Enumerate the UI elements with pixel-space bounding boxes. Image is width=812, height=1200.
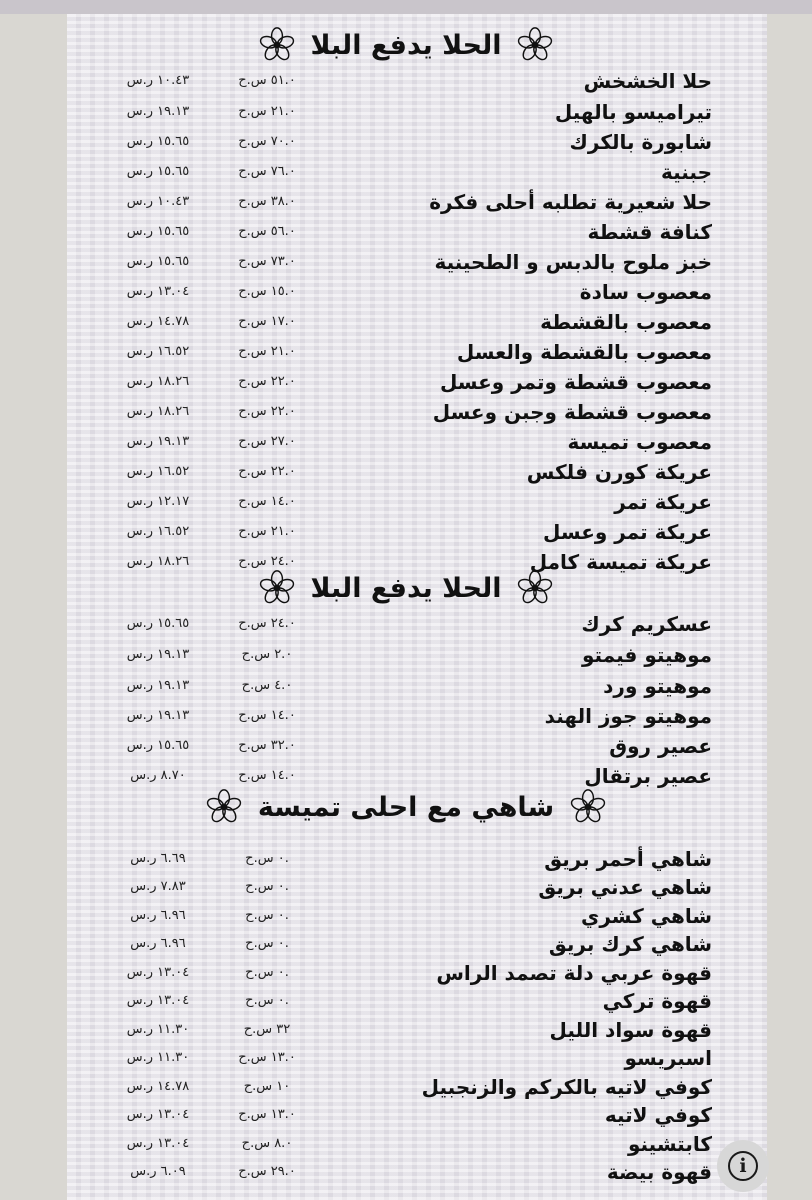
info-button[interactable] [717, 1140, 769, 1192]
item-price-alt: ٢٩.٠ س.ح [238, 1164, 296, 1179]
item-price-alt: .٠ س.ح [245, 908, 289, 923]
item-price-alt: ٢٢.٠ س.ح [238, 464, 296, 479]
item-price-alt: .٠ س.ح [245, 879, 289, 894]
item-name: قهوة عربي دلة تصمد الراس [436, 961, 712, 985]
item-price-alt: ٣٨.٠ س.ح [238, 194, 296, 209]
menu-row [0, 367, 812, 397]
item-price-alt: ٣٢ س.ح [243, 1022, 291, 1037]
item-price-sar: ٨.٧٠ ر.س [130, 768, 186, 783]
item-price-alt: ٧٠.٠ س.ح [238, 134, 296, 149]
item-name: عريكة كورن فلكس [526, 460, 712, 484]
item-price-alt: ٢٤.٠ س.ح [238, 554, 296, 569]
item-price-alt: ١٣.٠ س.ح [238, 1050, 296, 1065]
item-price-sar: ١٣.٠٤ ر.س [126, 965, 190, 980]
menu-row [0, 701, 812, 731]
menu-row [0, 187, 812, 217]
menu-row [0, 731, 812, 761]
item-price-sar: ١٣.٠٤ ر.س [126, 284, 190, 299]
item-name: قهوة سواد الليل [549, 1018, 712, 1042]
item-price-alt: ٢١.٠ س.ح [238, 104, 296, 119]
menu-row [0, 872, 812, 902]
item-name: عريكة تمر وعسل [543, 520, 712, 544]
item-price-sar: ١٨.٢٦ ر.س [126, 374, 190, 389]
item-name: شاهي كرك بريق [548, 932, 712, 956]
menu-row [0, 671, 812, 701]
menu-row [0, 247, 812, 277]
flower-icon [517, 570, 553, 606]
item-price-alt: ٢١.٠ س.ح [238, 524, 296, 539]
item-name: حلا الخشخش [583, 69, 712, 93]
item-price-alt: ٢٤.٠ س.ح [238, 616, 296, 631]
item-price-sar: ١٥.٦٥ ر.س [126, 134, 190, 149]
item-price-alt: ٢٢.٠ س.ح [238, 404, 296, 419]
flower-icon [517, 27, 553, 63]
item-price-alt: ٢٢.٠ س.ح [238, 374, 296, 389]
item-price-alt: ١٤.٠ س.ح [238, 768, 296, 783]
item-price-alt: ١٥.٠ س.ح [238, 284, 296, 299]
item-name: معصوب بالقشطة والعسل [456, 340, 712, 364]
item-name: موهيتو فيمتو [582, 643, 712, 667]
item-price-alt: .٠ س.ح [245, 851, 289, 866]
item-price-sar: ١٥.٦٥ ر.س [126, 224, 190, 239]
item-name: عريكة تميسة كامل [529, 550, 712, 574]
item-name: شاهي كشري [581, 904, 712, 928]
menu-row [0, 1129, 812, 1159]
item-price-sar: ١٦.٥٢ ر.س [126, 524, 190, 539]
item-price-sar: ١٥.٦٥ ر.س [126, 254, 190, 269]
item-price-sar: ١٢.١٧ ر.س [126, 494, 190, 509]
item-name: معصوب سادة [579, 280, 712, 304]
menu-row [0, 929, 812, 959]
item-name: كوفي لاتيه [604, 1103, 712, 1127]
item-price-sar: ١٦.٥٢ ر.س [126, 464, 190, 479]
menu-row [0, 1157, 812, 1187]
info-icon [728, 1151, 758, 1181]
menu-row [0, 609, 812, 639]
item-price-sar: ١٩.١٣ ر.س [126, 434, 190, 449]
menu-row [0, 97, 812, 127]
item-price-alt: .٠ س.ح [245, 965, 289, 980]
item-name: شابورة بالكرك [569, 130, 712, 154]
item-price-alt: ٧٦.٠ س.ح [238, 164, 296, 179]
item-price-sar: ١٤.٧٨ ر.س [126, 314, 190, 329]
item-name: حلا شعيرية تطلبه أحلى فكرة [429, 190, 712, 214]
item-price-alt: ٣٢.٠ س.ح [238, 738, 296, 753]
menu-row [0, 958, 812, 988]
item-price-sar: ١٩.١٣ ر.س [126, 647, 190, 662]
item-price-sar: ١٩.١٣ ر.س [126, 678, 190, 693]
flower-icon [206, 789, 242, 825]
item-price-sar: ٧.٨٣ ر.س [130, 879, 186, 894]
menu-row [0, 844, 812, 874]
item-name: شاهي أحمر بريق [544, 847, 712, 871]
item-price-alt: ٥١.٠ س.ح [238, 73, 296, 88]
section-title-tea [0, 784, 812, 830]
menu-row [0, 1043, 812, 1073]
item-name: معصوب تميسة [567, 430, 712, 454]
item-price-sar: ٦.٠٩ ر.س [130, 1164, 186, 1179]
item-price-alt: .٠ س.ح [245, 993, 289, 1008]
item-name: قهوة بيضة [606, 1160, 712, 1184]
menu-row [0, 640, 812, 670]
item-price-alt: ١٧.٠ س.ح [238, 314, 296, 329]
item-price-sar: ١٣.٠٤ ر.س [126, 993, 190, 1008]
item-price-sar: ٦.٩٦ ر.س [130, 908, 186, 923]
section-title-text: شاهي مع احلى تميسة [257, 791, 555, 823]
item-name: معصوب بالقشطة [540, 310, 712, 334]
item-price-sar: ١٣.٠٤ ر.س [126, 1136, 190, 1151]
section-title-text: الحلا يدفع البلا [310, 29, 502, 61]
flower-icon [259, 27, 295, 63]
item-price-sar: ١٩.١٣ ر.س [126, 708, 190, 723]
item-price-alt: ١٤.٠ س.ح [238, 708, 296, 723]
top-strip [0, 0, 812, 14]
item-name: تيراميسو بالهيل [554, 100, 712, 124]
item-name: كوفي لاتيه بالكركم والزنجبيل [421, 1075, 712, 1099]
menu-row [0, 487, 812, 517]
menu-row [0, 307, 812, 337]
info-icon-glyph: i [739, 1155, 747, 1177]
menu-row [0, 66, 812, 96]
section-title-text: الحلا يدفع البلا [310, 572, 502, 604]
item-price-alt: ٢.٠ س.ح [241, 647, 293, 662]
item-price-sar: ١٨.٢٦ ر.س [126, 404, 190, 419]
item-price-sar: ١٥.٦٥ ر.س [126, 616, 190, 631]
item-name: عسكريم كرك [581, 612, 712, 636]
item-price-sar: ١١.٣٠ ر.س [126, 1050, 190, 1065]
item-price-sar: ١٦.٥٢ ر.س [126, 344, 190, 359]
item-price-alt: ٢٧.٠ س.ح [238, 434, 296, 449]
item-price-alt: .٠ س.ح [245, 936, 289, 951]
item-name: معصوب قشطة وتمر وعسل [439, 370, 712, 394]
menu-row [0, 901, 812, 931]
item-name: اسبريسو [624, 1046, 712, 1070]
menu-row [0, 1100, 812, 1130]
flower-icon [259, 570, 295, 606]
item-price-alt: ١٤.٠ س.ح [238, 494, 296, 509]
menu-row [0, 1072, 812, 1102]
menu-row [0, 427, 812, 457]
menu-row [0, 217, 812, 247]
item-price-sar: ٦.٩٦ ر.س [130, 936, 186, 951]
section-title-drinks [0, 565, 812, 611]
item-price-alt: ٤.٠ س.ح [241, 678, 293, 693]
item-name: كابتشينو [627, 1132, 712, 1156]
item-price-sar: ١٣.٠٤ ر.س [126, 1107, 190, 1122]
item-price-sar: ١٠.٤٣ ر.س [126, 194, 190, 209]
item-price-alt: ٢١.٠ س.ح [238, 344, 296, 359]
item-price-alt: ٥٦.٠ س.ح [238, 224, 296, 239]
item-name: شاهي عدني بريق [538, 875, 712, 899]
item-name: عصير روق [609, 734, 712, 758]
flower-icon [570, 789, 606, 825]
item-name: معصوب قشطة وجبن وعسل [432, 400, 712, 424]
item-price-alt: ٧٣.٠ س.ح [238, 254, 296, 269]
item-price-sar: ١٤.٧٨ ر.س [126, 1079, 190, 1094]
item-price-sar: ١٩.١٣ ر.س [126, 104, 190, 119]
item-price-sar: ٦.٦٩ ر.س [130, 851, 186, 866]
menu-row [0, 986, 812, 1016]
item-price-sar: ١٠.٤٣ ر.س [126, 73, 190, 88]
item-price-sar: ١٨.٢٦ ر.س [126, 554, 190, 569]
item-name: موهيتو جوز الهند [544, 704, 712, 728]
item-price-sar: ١٥.٦٥ ر.س [126, 164, 190, 179]
menu-row [0, 517, 812, 547]
item-name: خبز ملوح بالدبس و الطحينية [434, 250, 712, 274]
item-price-alt: ١٣.٠ س.ح [238, 1107, 296, 1122]
menu-row [0, 457, 812, 487]
menu-row [0, 127, 812, 157]
menu-row [0, 157, 812, 187]
item-price-sar: ١١.٣٠ ر.س [126, 1022, 190, 1037]
item-price-sar: ١٥.٦٥ ر.س [126, 738, 190, 753]
menu-row [0, 1015, 812, 1045]
item-name: قهوة تركي [602, 989, 712, 1013]
item-name: عريكة تمر [614, 490, 712, 514]
section-title-desserts [0, 22, 812, 68]
item-name: عصير برتقال [584, 764, 712, 788]
menu-row [0, 277, 812, 307]
item-name: كنافة قشطة [587, 220, 712, 244]
item-price-alt: ٨.٠ س.ح [241, 1136, 293, 1151]
item-name: جبنية [660, 160, 712, 184]
menu-row [0, 397, 812, 427]
item-name: موهيتو ورد [603, 674, 712, 698]
item-price-alt: ١٠ س.ح [243, 1079, 291, 1094]
menu-row [0, 337, 812, 367]
